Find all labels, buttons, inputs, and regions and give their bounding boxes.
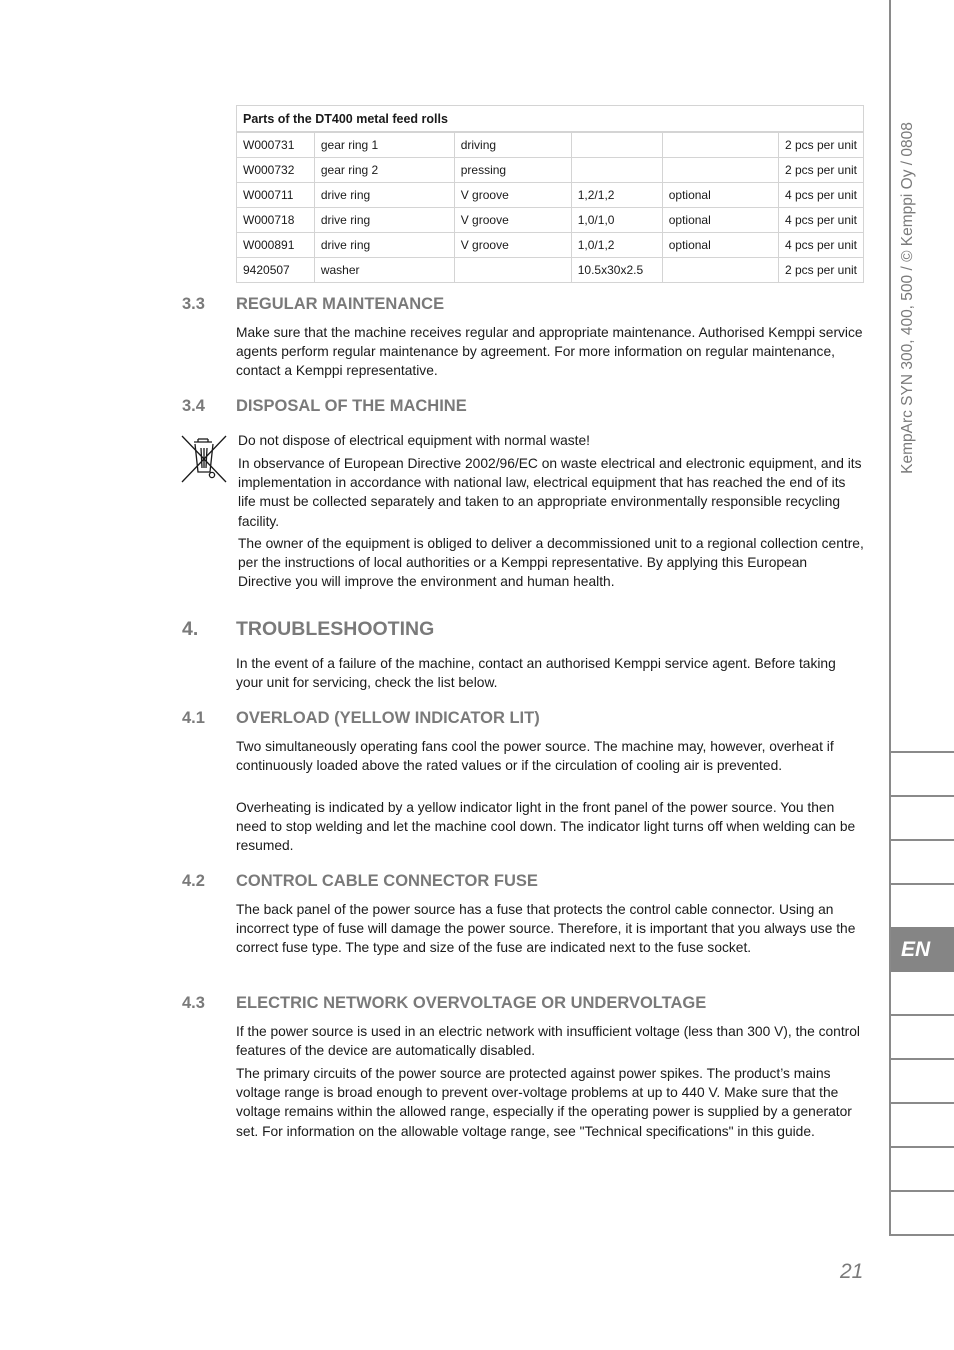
table-cell: optional [662,233,778,258]
parts-table-header-row [237,106,864,133]
table-cell: W000732 [237,158,315,183]
table-cell: 4 pcs per unit [778,183,863,208]
table-cell [662,158,778,183]
table-cell [571,158,662,183]
table-cell: V groove [454,183,571,208]
table-cell: optional [662,183,778,208]
sidebar-divider [891,1234,954,1236]
section-4-2-paragraph: The back panel of the power source has a fuse that protects the control cable connector. Using an incorrect type of fuse will damage the power source. Therefore, it is important that you always use the correct fuse type. The type and size of the fuse are indicated next to the fuse socket. [236,902,856,956]
table-cell [454,258,571,283]
table-cell: 9420507 [237,258,315,283]
section-3-4-title: DISPOSAL OF THE MACHINE [236,397,467,415]
parts-table [236,105,864,283]
section-4-1-paragraph-2: Overheating is indicated by a yellow indicator light in the front panel of the power source. You then need to stop welding and let the machine cool down. The indicator light turns off when welding can be resumed. [236,800,856,854]
chapter-4-intro: In the event of a failure of the machine, contact an authorised Kemppi service agent. Before taking your unit for servicing, check the list below. [236,656,836,691]
sidebar-divider [891,1014,954,1016]
table-cell: pressing [454,158,571,183]
section-3-4-warning: Do not dispose of electrical equipment with normal waste! [238,433,590,448]
table-cell: 1,2/1,2 [571,183,662,208]
section-4-3-paragraph-2: The primary circuits of the power source are protected against power spikes. The product’s mains voltage range is broad enough to prevent over-voltage problems at up to 440 V. Make sure that the voltage remains within the allowed range, especially if the operating power is supplied by a generator set. For information on the allowable voltage range, see "Technical specifications" in this guide. [236,1066,852,1139]
chapter-4-number: 4. [182,618,199,640]
table-cell: V groove [454,233,571,258]
section-4-1-title: OVERLOAD (YELLOW INDICATOR LIT) [236,709,540,727]
sidebar-divider [891,751,954,753]
sidebar-divider [891,883,954,885]
section-4-1-number: 4.1 [182,709,205,727]
sidebar-divider [891,1102,954,1104]
table-cell [662,258,778,283]
section-3-3-paragraph: Make sure that the machine receives regular and appropriate maintenance. Authorised Kemppi service agents perform regular maintenance by agreement. For more information on regular maintenance, contact a Kemppi representative. [236,325,863,379]
table-cell: 1,0/1,0 [571,208,662,233]
table-cell: 4 pcs per unit [778,233,863,258]
sidebar-caption: KempArc SYN 300, 400, 500 / © Kemppi Oy / 0808 [899,122,916,474]
table-row [237,258,864,283]
sidebar-divider [891,1146,954,1148]
section-4-3-title: ELECTRIC NETWORK OVERVOLTAGE OR UNDERVOLTAGE [236,994,707,1012]
crossed-out-wheelie-bin-icon [180,434,230,486]
table-row [237,158,864,183]
sidebar-divider [891,839,954,841]
chapter-4-title: TROUBLESHOOTING [236,618,435,640]
language-tab-en[interactable]: EN [891,927,954,972]
section-4-1-paragraph-1: Two simultaneously operating fans cool the power source. The machine may, however, overheat if continuously loaded above the rated values or if the circulation of cooling air is prevented. [236,739,834,774]
table-cell: 2 pcs per unit [778,132,863,158]
page-number: 21 [840,1260,864,1283]
table-cell: washer [314,258,454,283]
sidebar-vertical-rule [889,0,891,1236]
section-3-3-title: REGULAR MAINTENANCE [236,295,445,313]
section-4-2-title: CONTROL CABLE CONNECTOR FUSE [236,872,538,890]
section-4-3-paragraph-1: If the power source is used in an electric network with insufficient voltage (less than 300 V), the control features of the device are automatically disabled. [236,1024,860,1059]
table-cell: optional [662,208,778,233]
table-cell: driving [454,132,571,158]
table-cell: drive ring [314,208,454,233]
section-3-4-owner-paragraph: The owner of the equipment is obliged to deliver a decommissioned unit to a regional collection centre, per the instructions of local authorities or a Kemppi representative. By applying this European Directive you will improve the environment and human health. [238,536,864,590]
section-4-2-number: 4.2 [182,872,205,890]
parts-table-title: Parts of the DT400 metal feed rolls [237,106,864,133]
table-row [237,132,864,158]
table-cell: 4 pcs per unit [778,208,863,233]
sidebar-divider [891,795,954,797]
table-cell: W000891 [237,233,315,258]
table-cell: W000711 [237,183,315,208]
table-cell: gear ring 2 [314,158,454,183]
parts-table-body [237,132,864,283]
sidebar-divider [891,1190,954,1192]
table-cell: 1,0/1,2 [571,233,662,258]
table-cell: W000731 [237,132,315,158]
table-cell: V groove [454,208,571,233]
section-3-3-number: 3.3 [182,295,205,313]
table-cell: 2 pcs per unit [778,158,863,183]
table-cell: gear ring 1 [314,132,454,158]
table-cell: 10.5x30x2.5 [571,258,662,283]
section-4-3-number: 4.3 [182,994,205,1012]
table-cell: 2 pcs per unit [778,258,863,283]
table-cell: drive ring [314,233,454,258]
table-row [237,183,864,208]
table-cell [571,132,662,158]
table-row [237,233,864,258]
section-3-4-directive-paragraph: In observance of European Directive 2002/96/EC on waste electrical and electronic equipment, and its implementation in accordance with national law, electrical equipment that has reached the end of its life must be collected separately and taken to an appropriate environmentally responsible recycling facility. [238,456,862,529]
section-3-4-number: 3.4 [182,397,205,415]
table-cell [662,132,778,158]
table-cell: drive ring [314,183,454,208]
table-row [237,208,864,233]
table-cell: W000718 [237,208,315,233]
sidebar-divider [891,1058,954,1060]
